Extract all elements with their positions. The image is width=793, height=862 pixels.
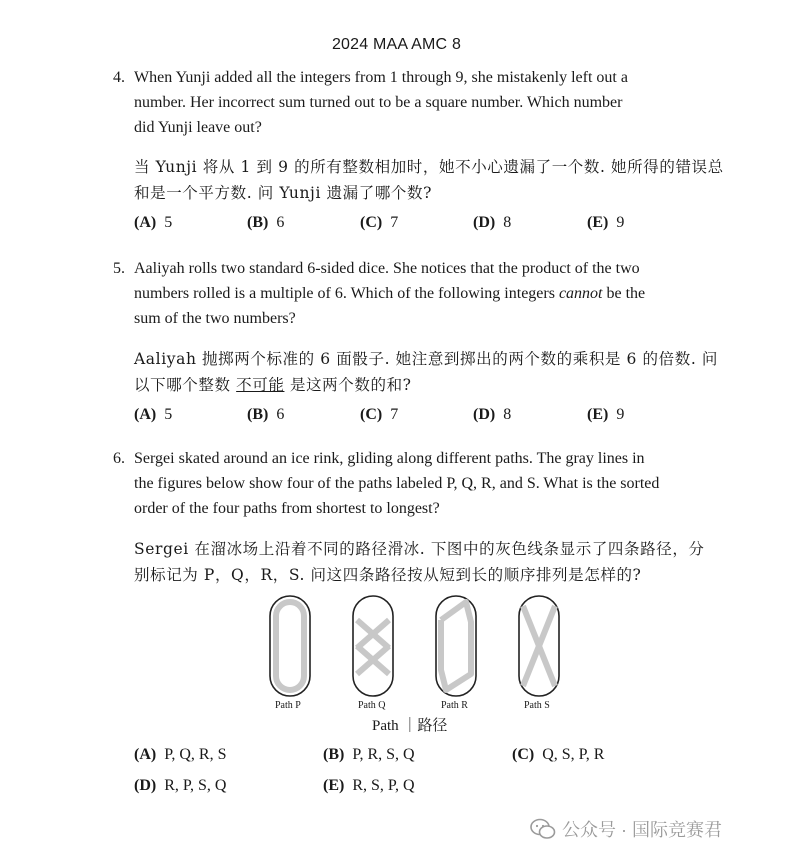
q4-number: 4. bbox=[113, 69, 125, 86]
q6-choice-c[interactable] bbox=[512, 746, 604, 764]
q5-choice-c[interactable] bbox=[360, 406, 398, 424]
choice-value: 8 bbox=[503, 214, 512, 231]
choice-letter: (D) bbox=[134, 777, 157, 794]
q5-emphasis-cannot: cannot bbox=[558, 285, 603, 302]
q5-text-line-1: Aaliyah rolls two standard 6-sided dice. She notices that the product of the two bbox=[134, 260, 640, 277]
choice-value: P, R, S, Q bbox=[352, 746, 415, 763]
q6-choice-a[interactable] bbox=[134, 746, 226, 764]
q6-text-line-1: Sergei skated around an ice rink, gliding along different paths. The gray lines in bbox=[134, 450, 645, 467]
choice-letter: (A) bbox=[134, 746, 157, 763]
q5-choice-e[interactable] bbox=[587, 406, 624, 424]
q4-choice-e[interactable] bbox=[587, 214, 624, 232]
choice-letter: (A) bbox=[134, 406, 157, 423]
choice-letter: (E) bbox=[587, 406, 609, 423]
q6-text-line-2: the figures below show four of the paths labeled P, Q, R, and S. What is the sorted bbox=[134, 475, 660, 492]
q6-text-line-3: order of the four paths from shortest to longest? bbox=[134, 500, 440, 517]
choice-value: Q, S, P, R bbox=[542, 746, 605, 763]
path-p-label: Path P bbox=[275, 700, 301, 711]
choice-value: 6 bbox=[276, 406, 285, 423]
q4-text-line-2: number. Her incorrect sum turned out to be a square number. Which number bbox=[134, 94, 623, 111]
choice-letter: (B) bbox=[247, 406, 269, 423]
q6-choice-b[interactable] bbox=[323, 746, 415, 764]
q4-zh-line-1: 当 Yunji 将从 1 到 9 的所有整数相加时，她不小心遗漏了一个数. 她所得的错误总 bbox=[134, 158, 724, 176]
choice-value: 7 bbox=[390, 214, 399, 231]
q6-zh-line-2: 别标记为 P，Q，R，S. 问这四条路径按从短到长的顺序排列是怎样的? bbox=[134, 566, 642, 584]
q4-text-line-1: When Yunji added all the integers from 1 through 9, she mistakenly left out a bbox=[134, 69, 628, 86]
choice-letter: (E) bbox=[323, 777, 345, 794]
q6-zh-line-1: Sergei 在溜冰场上沿着不同的路径滑冰. 下图中的灰色线条显示了四条路径，分 bbox=[134, 540, 705, 558]
path-q-label: Path Q bbox=[358, 700, 386, 711]
q5-choice-d[interactable] bbox=[473, 406, 511, 424]
watermark-text: 公众号 · 国际竞赛君 bbox=[562, 820, 722, 840]
q6-choice-e[interactable] bbox=[323, 777, 415, 795]
q5-zh-line2-end: 是这两个数的和? bbox=[284, 376, 412, 394]
q6-choice-d[interactable] bbox=[134, 777, 226, 795]
q5-line2-end: be the bbox=[602, 285, 646, 302]
q6-number: 6. bbox=[113, 450, 125, 467]
path-p-figure bbox=[270, 596, 310, 696]
path-s-figure bbox=[519, 596, 559, 696]
choice-letter: (D) bbox=[473, 214, 496, 231]
q4-choice-a[interactable] bbox=[134, 214, 172, 232]
choice-letter: (D) bbox=[473, 406, 496, 423]
q4-choice-b[interactable] bbox=[247, 214, 284, 232]
wechat-icon bbox=[530, 818, 556, 840]
figure-title: Path ｜路径 bbox=[372, 718, 448, 734]
q5-zh-line-2 bbox=[134, 373, 412, 395]
choice-value: P, Q, R, S bbox=[164, 746, 227, 763]
choice-letter: (B) bbox=[247, 214, 269, 231]
choice-value: 9 bbox=[616, 406, 625, 423]
page-header: 2024 MAA AMC 8 bbox=[331, 36, 462, 53]
choice-letter: (C) bbox=[360, 406, 383, 423]
q5-zh-line2-start: 以下哪个整数 bbox=[134, 376, 237, 394]
q5-number: 5. bbox=[113, 260, 125, 277]
q5-line2-start: numbers rolled is a multiple of 6. Which of the following integers bbox=[134, 285, 559, 302]
q5-zh-underlined-cannot: 不可能 bbox=[236, 376, 285, 394]
choice-value: 5 bbox=[164, 406, 173, 423]
q4-text-line-3: did Yunji leave out? bbox=[134, 119, 262, 136]
q5-choice-b[interactable] bbox=[247, 406, 284, 424]
choice-value: 5 bbox=[164, 214, 173, 231]
q5-text-line-3: sum of the two numbers? bbox=[134, 310, 296, 327]
path-r-figure bbox=[436, 596, 476, 696]
choice-value: 6 bbox=[276, 214, 285, 231]
path-s-label: Path S bbox=[524, 700, 550, 711]
choice-letter: (C) bbox=[360, 214, 383, 231]
q5-text-line-2 bbox=[134, 285, 645, 303]
q4-zh-line-2: 和是一个平方数. 问 Yunji 遗漏了哪个数? bbox=[134, 184, 433, 202]
q5-zh-line-1: Aaliyah 抛掷两个标准的 6 面骰子. 她注意到掷出的两个数的乘积是 6 的倍数. 问 bbox=[134, 350, 718, 368]
choice-letter: (E) bbox=[587, 214, 609, 231]
path-q-figure bbox=[353, 596, 393, 696]
choice-letter: (A) bbox=[134, 214, 157, 231]
choice-value: 8 bbox=[503, 406, 512, 423]
choice-value: R, P, S, Q bbox=[164, 777, 227, 794]
choice-value: 7 bbox=[390, 406, 399, 423]
path-r-label: Path R bbox=[441, 700, 468, 711]
choice-letter: (B) bbox=[323, 746, 345, 763]
q4-choice-d[interactable] bbox=[473, 214, 511, 232]
q5-choice-a[interactable] bbox=[134, 406, 172, 424]
choice-letter: (C) bbox=[512, 746, 535, 763]
q4-choice-c[interactable] bbox=[360, 214, 398, 232]
choice-value: R, S, P, Q bbox=[352, 777, 415, 794]
choice-value: 9 bbox=[616, 214, 625, 231]
